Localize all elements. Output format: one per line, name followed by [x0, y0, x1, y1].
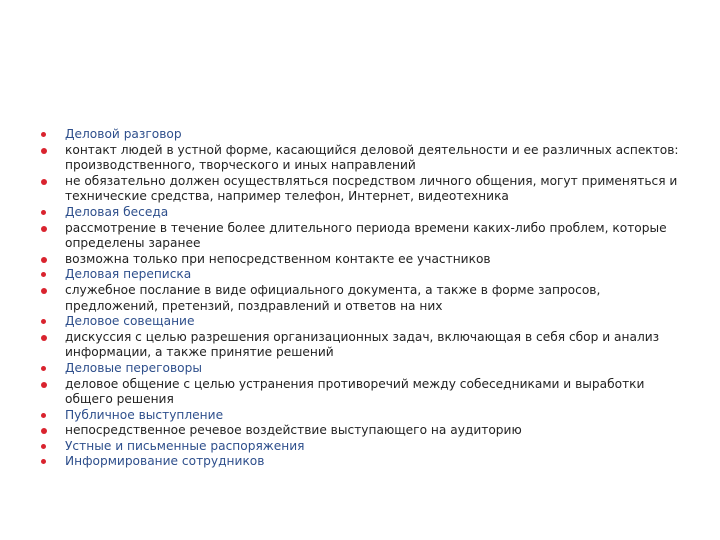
bullet-dot-icon — [41, 319, 46, 324]
bullet-dot-icon — [41, 226, 47, 232]
bullet-text: Деловое совещание — [65, 314, 195, 329]
bullet-item — [40, 423, 680, 439]
bullet-text: Деловые переговоры — [65, 360, 203, 375]
bullet-list — [40, 127, 680, 470]
bullet-item — [40, 330, 680, 361]
bullet-item — [40, 377, 680, 408]
bullet-dot-icon — [41, 382, 47, 388]
bullet-text: служебное послание в виде официального документа, а также в форме запросов, предложений, претензий, поздравлений и ответов на них — [65, 282, 601, 313]
bullet-item — [40, 283, 680, 314]
bullet-text: непосредственное речевое воздействие выступающего на аудиторию — [65, 423, 522, 438]
bullet-text: дискуссия с целью разрешения организационных задач, включающая в себя сбор и анализ информации, а также принятие решений — [65, 329, 660, 360]
bullet-item — [40, 221, 680, 252]
bullet-dot-icon — [41, 366, 46, 371]
bullet-dot-icon — [41, 179, 47, 185]
bullet-text: возможна только при непосредственном контакте ее участников — [65, 251, 491, 266]
bullet-dot-icon — [41, 413, 46, 418]
bullet-item-heading — [40, 454, 680, 470]
bullet-text: Устные и письменные распоряжения — [65, 438, 305, 453]
bullet-item-heading — [40, 127, 680, 143]
bullet-text: рассмотрение в течение более длительного периода времени каких-либо проблем, которые определены заранее — [65, 220, 667, 251]
bullet-dot-icon — [41, 272, 46, 277]
bullet-item-heading — [40, 408, 680, 424]
bullet-text: Публичное выступление — [65, 407, 224, 422]
bullet-dot-icon — [41, 428, 47, 434]
bullet-dot-icon — [41, 444, 46, 449]
bullet-text: деловое общение с целью устранения противоречий между собеседниками и выработки общего решения — [65, 376, 645, 407]
bullet-text: Деловая переписка — [65, 267, 192, 282]
bullet-dot-icon — [41, 459, 46, 464]
bullet-dot-icon — [41, 288, 47, 294]
bullet-item — [40, 143, 680, 174]
bullet-text: Информирование сотрудников — [65, 454, 265, 469]
bullet-item — [40, 174, 680, 205]
bullet-item-heading — [40, 361, 680, 377]
bullet-item-heading — [40, 267, 680, 283]
bullet-item-heading — [40, 205, 680, 221]
bullet-text: Деловой разговор — [65, 127, 182, 141]
bullet-item — [40, 252, 680, 268]
bullet-dot-icon — [41, 257, 47, 263]
bullet-dot-icon — [41, 210, 46, 215]
bullet-dot-icon — [41, 335, 47, 341]
bullet-item-heading — [40, 439, 680, 455]
bullet-dot-icon — [41, 148, 47, 154]
bullet-item-heading — [40, 314, 680, 330]
bullet-text: Деловая беседа — [65, 204, 169, 219]
bullet-dot-icon — [41, 132, 46, 137]
bullet-text: не обязательно должен осуществляться посредством личного общения, могут применяться и технические средства, например телефон, Интернет, видеотехника — [65, 173, 678, 204]
bullet-text: контакт людей в устной форме, касающийся деловой деятельности и ее различных аспектов: производственного, творческого и иных направлений — [65, 142, 679, 173]
